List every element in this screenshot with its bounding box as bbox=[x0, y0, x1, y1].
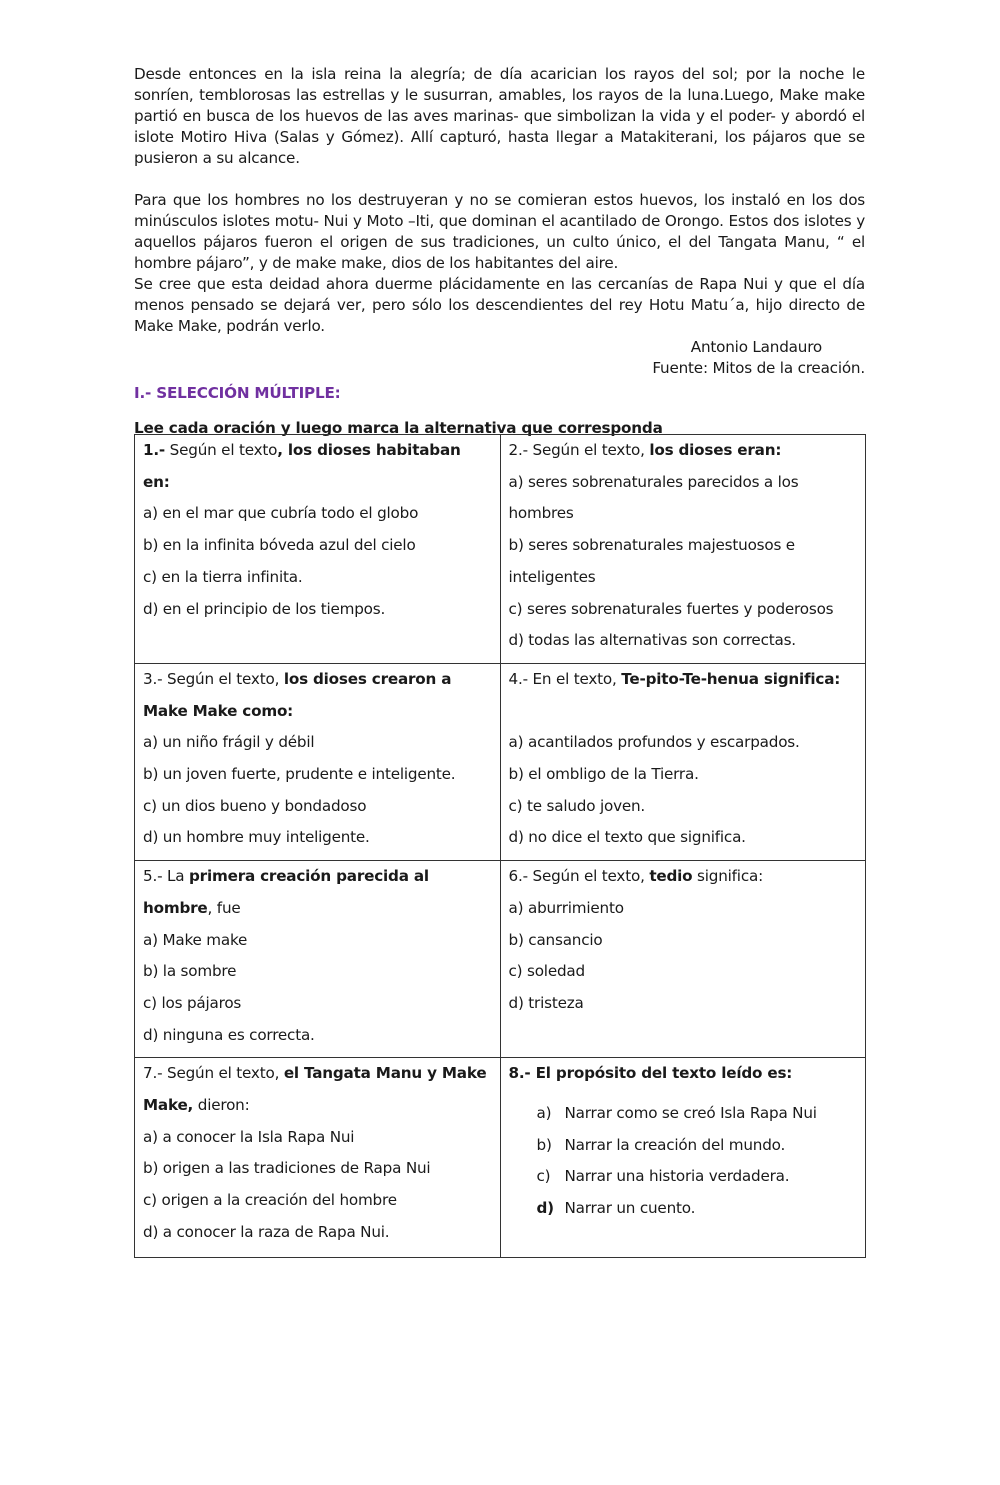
option[interactable]: b) cansancio bbox=[508, 930, 603, 949]
option[interactable]: d) a conocer la raza de Rapa Nui. bbox=[143, 1222, 390, 1241]
question-key: el Tangata Manu y Make Make, bbox=[143, 1064, 487, 1115]
instruction-text: Lee cada oración y luego marca la alternativa que corresponda bbox=[134, 419, 663, 437]
option[interactable]: b) en la infinita bóveda azul del cielo bbox=[143, 536, 416, 555]
option[interactable]: c) un dios bueno y bondadoso bbox=[143, 796, 367, 815]
question-text: Según el texto, bbox=[527, 867, 650, 886]
option[interactable]: b) origen a las tradiciones de Rapa Nui bbox=[143, 1159, 431, 1178]
section-title: I.- SELECCIÓN MÚLTIPLE: bbox=[134, 384, 341, 402]
question-text-end: significa: bbox=[692, 867, 763, 886]
question-text: La bbox=[162, 867, 189, 886]
question-number: 3.- bbox=[143, 669, 163, 688]
option[interactable]: c) te saludo joven. bbox=[508, 796, 646, 815]
question-text: En el texto, bbox=[527, 669, 622, 688]
option[interactable]: d) todas las alternativas son correctas. bbox=[508, 631, 796, 650]
question-4 bbox=[500, 663, 866, 860]
passage-paragraph-1: Desde entonces en la isla reina la alegría; de día acarician los rayos del sol; por la noche le sonríen, temblorosas las estrellas y le susurran, amables, los rayos de la luna.Luego, Make make partió en busca de los huevos de las aves marinas- que simbolizan la vida y el poder- y abordó el islote Motiro Hiva (Salas y Gómez). Allí capturó, hasta llegar a Matakiterani, los pájaros que se pusieron a su alcance. bbox=[134, 65, 865, 167]
question-2 bbox=[500, 435, 866, 664]
option-label: d) bbox=[536, 1198, 554, 1217]
question-text: Según el texto, bbox=[162, 669, 284, 688]
passage-paragraph-2: Para que los hombres no los destruyeran y no se comieran estos huevos, los instaló en los dos minúsculos islotes motu- Nui y Moto –Iti, que dominan el acantilado de Orongo. Estos dos islotes y aquellos pájaros fueron el origen de sus tradiciones, un culto único, el del Tangata Manu, “ el hombre pájaro”, y de make make, dios de los habitantes del aire. bbox=[134, 191, 865, 272]
option[interactable]: a) a conocer la Isla Rapa Nui bbox=[143, 1127, 355, 1146]
question-key: El propósito del texto leído es: bbox=[530, 1064, 793, 1083]
question-3 bbox=[135, 663, 501, 860]
question-number: 1.- bbox=[143, 441, 166, 459]
question-text: Según el texto, bbox=[162, 1064, 284, 1083]
option[interactable] bbox=[509, 1193, 858, 1225]
option[interactable]: d) un hombre muy inteligente. bbox=[143, 828, 370, 847]
question-number: 8.- bbox=[508, 1064, 531, 1083]
option[interactable]: a) seres sobrenaturales parecidos a los hombres bbox=[508, 472, 799, 523]
option-text: Narrar como se creó Isla Rapa Nui bbox=[564, 1104, 817, 1123]
option[interactable]: d) no dice el texto que significa. bbox=[508, 828, 746, 847]
question-8 bbox=[500, 1058, 866, 1257]
option[interactable]: b) el ombligo de la Tierra. bbox=[508, 765, 699, 784]
option[interactable] bbox=[509, 1130, 858, 1162]
option[interactable]: c) origen a la creación del hombre bbox=[143, 1191, 397, 1210]
passage-paragraph-3: Se cree que esta deidad ahora duerme plácidamente en las cercanías de Rapa Nui y que el día menos pensado se dejará ver, pero sólo los descendientes del rey Hotu Matu´a, hijo directo de Make Make, podrán verlo. bbox=[134, 275, 865, 335]
question-5 bbox=[135, 861, 501, 1058]
option[interactable]: d) tristeza bbox=[508, 993, 584, 1012]
option[interactable]: b) seres sobrenaturales majestuosos e inteligentes bbox=[508, 536, 795, 586]
option[interactable]: a) Make make bbox=[143, 930, 248, 949]
option[interactable]: b) la sombre bbox=[143, 962, 237, 981]
question-1 bbox=[135, 435, 501, 664]
option-text: Narrar la creación del mundo. bbox=[564, 1135, 786, 1154]
option-text: Narrar un cuento. bbox=[564, 1198, 696, 1217]
option-label: c) bbox=[536, 1167, 551, 1186]
option-list bbox=[509, 1098, 858, 1224]
question-key: tedio bbox=[649, 867, 693, 886]
question-number: 4.- bbox=[508, 669, 528, 688]
option[interactable]: c) soledad bbox=[508, 962, 585, 981]
question-key: los dioses eran: bbox=[649, 441, 782, 459]
option[interactable] bbox=[509, 1098, 858, 1130]
option[interactable]: b) un joven fuerte, prudente e inteligente. bbox=[143, 765, 456, 784]
reading-passage bbox=[134, 64, 865, 439]
question-text: Según el texto, bbox=[527, 441, 650, 459]
question-key: los dioses crearon a Make Make como: bbox=[143, 669, 452, 720]
question-text-end: , fue bbox=[207, 898, 241, 917]
option[interactable]: c) los pájaros bbox=[143, 993, 242, 1012]
option[interactable]: c) seres sobrenaturales fuertes y poderosos bbox=[508, 599, 834, 618]
questions-table bbox=[134, 434, 866, 1258]
option[interactable]: a) aburrimiento bbox=[508, 898, 624, 917]
option[interactable]: a) en el mar que cubría todo el globo bbox=[143, 504, 419, 523]
question-key: , los dioses habitaban en: bbox=[143, 441, 461, 491]
option[interactable]: a) acantilados profundos y escarpados. bbox=[508, 733, 800, 752]
question-number: 6.- bbox=[508, 867, 528, 886]
question-6 bbox=[500, 861, 866, 1058]
question-7 bbox=[135, 1058, 501, 1257]
question-number: 5.- bbox=[143, 867, 163, 886]
option[interactable]: d) en el principio de los tiempos. bbox=[143, 599, 386, 618]
question-text: Según el texto bbox=[165, 441, 278, 459]
question-number: 7.- bbox=[143, 1064, 163, 1083]
author-name: Antonio Landauro bbox=[690, 338, 822, 356]
source-line: Fuente: Mitos de la creación. bbox=[652, 359, 865, 377]
option-label: b) bbox=[536, 1135, 552, 1154]
option[interactable]: d) ninguna es correcta. bbox=[143, 1025, 315, 1044]
question-key: primera creación parecida al hombre bbox=[143, 867, 429, 917]
option[interactable]: a) un niño frágil y débil bbox=[143, 733, 315, 752]
option[interactable]: c) en la tierra infinita. bbox=[143, 567, 303, 586]
option[interactable] bbox=[509, 1161, 858, 1193]
question-text-end: dieron: bbox=[193, 1096, 250, 1115]
question-number: 2.- bbox=[508, 441, 528, 459]
question-key: Te-pito-Te-henua significa: bbox=[621, 669, 841, 688]
option-label: a) bbox=[536, 1104, 552, 1123]
option-text: Narrar una historia verdadera. bbox=[564, 1167, 790, 1186]
